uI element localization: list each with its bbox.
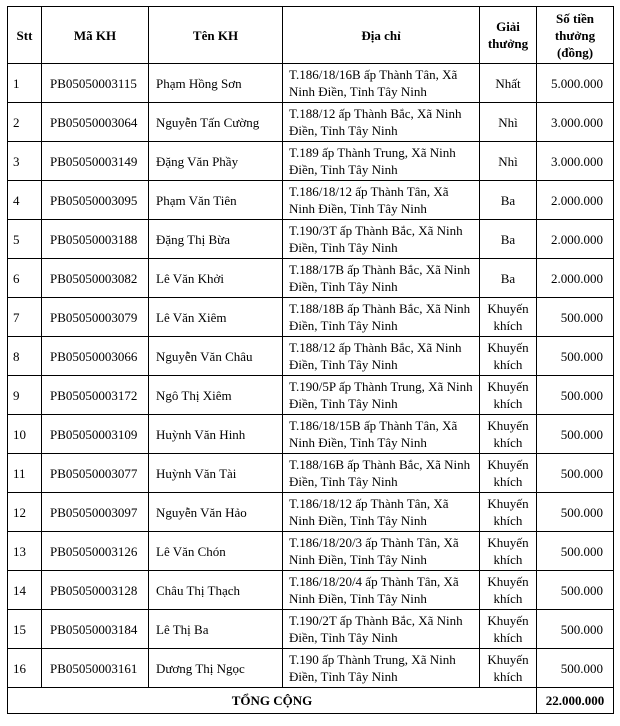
cell-dia-chi: T.186/18/20/4 ấp Thành Tân, Xã Ninh Điền, Tỉnh Tây Ninh bbox=[283, 571, 480, 610]
table-row bbox=[8, 64, 614, 103]
cell-so-tien: 500.000 bbox=[537, 337, 614, 376]
cell-stt: 14 bbox=[8, 571, 42, 610]
cell-ma-kh: PB05050003126 bbox=[42, 532, 149, 571]
cell-ma-kh: PB05050003077 bbox=[42, 454, 149, 493]
header-ten-kh: Tên KH bbox=[149, 7, 283, 64]
cell-dia-chi: T.188/18B ấp Thành Bắc, Xã Ninh Điền, Tỉnh Tây Ninh bbox=[283, 298, 480, 337]
table-row bbox=[8, 298, 614, 337]
cell-ma-kh: PB05050003079 bbox=[42, 298, 149, 337]
table-row bbox=[8, 454, 614, 493]
cell-dia-chi: T.188/12 ấp Thành Bắc, Xã Ninh Điền, Tỉnh Tây Ninh bbox=[283, 103, 480, 142]
cell-ma-kh: PB05050003097 bbox=[42, 493, 149, 532]
table-row bbox=[8, 493, 614, 532]
cell-ten-kh: Ngô Thị Xiêm bbox=[149, 376, 283, 415]
cell-ten-kh: Lê Văn Khởi bbox=[149, 259, 283, 298]
cell-so-tien: 5.000.000 bbox=[537, 64, 614, 103]
cell-giai-thuong: Khuyến khích bbox=[480, 493, 537, 532]
cell-ten-kh: Nguyễn Văn Hảo bbox=[149, 493, 283, 532]
cell-so-tien: 500.000 bbox=[537, 454, 614, 493]
table-row bbox=[8, 259, 614, 298]
cell-stt: 16 bbox=[8, 649, 42, 688]
cell-stt: 6 bbox=[8, 259, 42, 298]
cell-ma-kh: PB05050003064 bbox=[42, 103, 149, 142]
cell-ten-kh: Lê Văn Chón bbox=[149, 532, 283, 571]
header-row bbox=[8, 7, 614, 64]
prize-table bbox=[7, 6, 614, 714]
cell-ten-kh: Nguyễn Tấn Cường bbox=[149, 103, 283, 142]
cell-stt: 15 bbox=[8, 610, 42, 649]
cell-ten-kh: Dương Thị Ngọc bbox=[149, 649, 283, 688]
cell-dia-chi: T.186/18/15B ấp Thành Tân, Xã Ninh Điền, Tỉnh Tây Ninh bbox=[283, 415, 480, 454]
table-row bbox=[8, 610, 614, 649]
cell-ma-kh: PB05050003095 bbox=[42, 181, 149, 220]
cell-dia-chi: T.186/18/16B ấp Thành Tân, Xã Ninh Điền, Tỉnh Tây Ninh bbox=[283, 64, 480, 103]
header-ma-kh: Mã KH bbox=[42, 7, 149, 64]
cell-stt: 1 bbox=[8, 64, 42, 103]
cell-dia-chi: T.186/18/20/3 ấp Thành Tân, Xã Ninh Điền, Tỉnh Tây Ninh bbox=[283, 532, 480, 571]
table-row bbox=[8, 376, 614, 415]
cell-giai-thuong: Khuyến khích bbox=[480, 610, 537, 649]
cell-ma-kh: PB05050003128 bbox=[42, 571, 149, 610]
cell-ma-kh: PB05050003184 bbox=[42, 610, 149, 649]
cell-giai-thuong: Khuyến khích bbox=[480, 337, 537, 376]
cell-stt: 3 bbox=[8, 142, 42, 181]
cell-stt: 9 bbox=[8, 376, 42, 415]
cell-stt: 12 bbox=[8, 493, 42, 532]
cell-giai-thuong: Khuyến khích bbox=[480, 415, 537, 454]
cell-so-tien: 2.000.000 bbox=[537, 181, 614, 220]
cell-ten-kh: Châu Thị Thạch bbox=[149, 571, 283, 610]
cell-giai-thuong: Nhì bbox=[480, 103, 537, 142]
cell-giai-thuong: Ba bbox=[480, 181, 537, 220]
total-label: TỔNG CỘNG bbox=[8, 688, 537, 714]
cell-ten-kh: Nguyễn Văn Châu bbox=[149, 337, 283, 376]
cell-ma-kh: PB05050003172 bbox=[42, 376, 149, 415]
cell-giai-thuong: Ba bbox=[480, 220, 537, 259]
cell-so-tien: 3.000.000 bbox=[537, 142, 614, 181]
table-row bbox=[8, 415, 614, 454]
cell-stt: 13 bbox=[8, 532, 42, 571]
table-row bbox=[8, 103, 614, 142]
cell-ma-kh: PB05050003149 bbox=[42, 142, 149, 181]
table-row bbox=[8, 181, 614, 220]
cell-so-tien: 2.000.000 bbox=[537, 220, 614, 259]
cell-stt: 7 bbox=[8, 298, 42, 337]
cell-ma-kh: PB05050003082 bbox=[42, 259, 149, 298]
total-row bbox=[8, 688, 614, 714]
cell-ten-kh: Huỳnh Văn Tài bbox=[149, 454, 283, 493]
cell-giai-thuong: Khuyến khích bbox=[480, 454, 537, 493]
cell-ma-kh: PB05050003115 bbox=[42, 64, 149, 103]
cell-so-tien: 500.000 bbox=[537, 298, 614, 337]
cell-ma-kh: PB05050003109 bbox=[42, 415, 149, 454]
table-row bbox=[8, 571, 614, 610]
cell-giai-thuong: Khuyến khích bbox=[480, 649, 537, 688]
cell-so-tien: 500.000 bbox=[537, 532, 614, 571]
cell-stt: 2 bbox=[8, 103, 42, 142]
cell-ten-kh: Lê Thị Ba bbox=[149, 610, 283, 649]
cell-dia-chi: T.190/3T ấp Thành Bắc, Xã Ninh Điền, Tỉnh Tây Ninh bbox=[283, 220, 480, 259]
cell-giai-thuong: Ba bbox=[480, 259, 537, 298]
cell-so-tien: 500.000 bbox=[537, 610, 614, 649]
cell-dia-chi: T.190/5P ấp Thành Trung, Xã Ninh Điền, Tỉnh Tây Ninh bbox=[283, 376, 480, 415]
cell-so-tien: 500.000 bbox=[537, 649, 614, 688]
cell-dia-chi: T.186/18/12 ấp Thành Tân, Xã Ninh Điền, Tỉnh Tây Ninh bbox=[283, 493, 480, 532]
table-row bbox=[8, 337, 614, 376]
header-so-tien: Số tiền thưởng (đồng) bbox=[537, 7, 614, 64]
cell-so-tien: 500.000 bbox=[537, 571, 614, 610]
cell-giai-thuong: Khuyến khích bbox=[480, 298, 537, 337]
cell-giai-thuong: Khuyến khích bbox=[480, 376, 537, 415]
header-giai-thuong: Giải thưởng bbox=[480, 7, 537, 64]
cell-dia-chi: T.188/12 ấp Thành Bắc, Xã Ninh Điền, Tỉnh Tây Ninh bbox=[283, 337, 480, 376]
cell-so-tien: 500.000 bbox=[537, 415, 614, 454]
cell-so-tien: 500.000 bbox=[537, 493, 614, 532]
cell-giai-thuong: Nhất bbox=[480, 64, 537, 103]
cell-stt: 5 bbox=[8, 220, 42, 259]
cell-stt: 8 bbox=[8, 337, 42, 376]
cell-ten-kh: Đặng Văn Phầy bbox=[149, 142, 283, 181]
cell-ten-kh: Huỳnh Văn Hinh bbox=[149, 415, 283, 454]
header-stt: Stt bbox=[8, 7, 42, 64]
cell-dia-chi: T.188/17B ấp Thành Bắc, Xã Ninh Điền, Tỉnh Tây Ninh bbox=[283, 259, 480, 298]
cell-so-tien: 3.000.000 bbox=[537, 103, 614, 142]
table-row bbox=[8, 142, 614, 181]
cell-dia-chi: T.189 ấp Thành Trung, Xã Ninh Điền, Tỉnh Tây Ninh bbox=[283, 142, 480, 181]
cell-ma-kh: PB05050003066 bbox=[42, 337, 149, 376]
table-row bbox=[8, 649, 614, 688]
cell-giai-thuong: Nhì bbox=[480, 142, 537, 181]
cell-dia-chi: T.186/18/12 ấp Thành Tân, Xã Ninh Điền, Tỉnh Tây Ninh bbox=[283, 181, 480, 220]
cell-ten-kh: Lê Văn Xiêm bbox=[149, 298, 283, 337]
cell-dia-chi: T.190/2T ấp Thành Bắc, Xã Ninh Điền, Tỉnh Tây Ninh bbox=[283, 610, 480, 649]
cell-so-tien: 500.000 bbox=[537, 376, 614, 415]
table-row bbox=[8, 532, 614, 571]
cell-ma-kh: PB05050003161 bbox=[42, 649, 149, 688]
cell-stt: 10 bbox=[8, 415, 42, 454]
cell-stt: 11 bbox=[8, 454, 42, 493]
cell-dia-chi: T.190 ấp Thành Trung, Xã Ninh Điền, Tỉnh Tây Ninh bbox=[283, 649, 480, 688]
total-amount: 22.000.000 bbox=[537, 688, 614, 714]
table-row bbox=[8, 220, 614, 259]
cell-stt: 4 bbox=[8, 181, 42, 220]
cell-ma-kh: PB05050003188 bbox=[42, 220, 149, 259]
cell-ten-kh: Đặng Thị Bừa bbox=[149, 220, 283, 259]
cell-giai-thuong: Khuyến khích bbox=[480, 532, 537, 571]
header-dia-chi: Địa chỉ bbox=[283, 7, 480, 64]
cell-so-tien: 2.000.000 bbox=[537, 259, 614, 298]
cell-dia-chi: T.188/16B ấp Thành Bắc, Xã Ninh Điền, Tỉnh Tây Ninh bbox=[283, 454, 480, 493]
cell-giai-thuong: Khuyến khích bbox=[480, 571, 537, 610]
cell-ten-kh: Phạm Hồng Sơn bbox=[149, 64, 283, 103]
cell-ten-kh: Phạm Văn Tiên bbox=[149, 181, 283, 220]
